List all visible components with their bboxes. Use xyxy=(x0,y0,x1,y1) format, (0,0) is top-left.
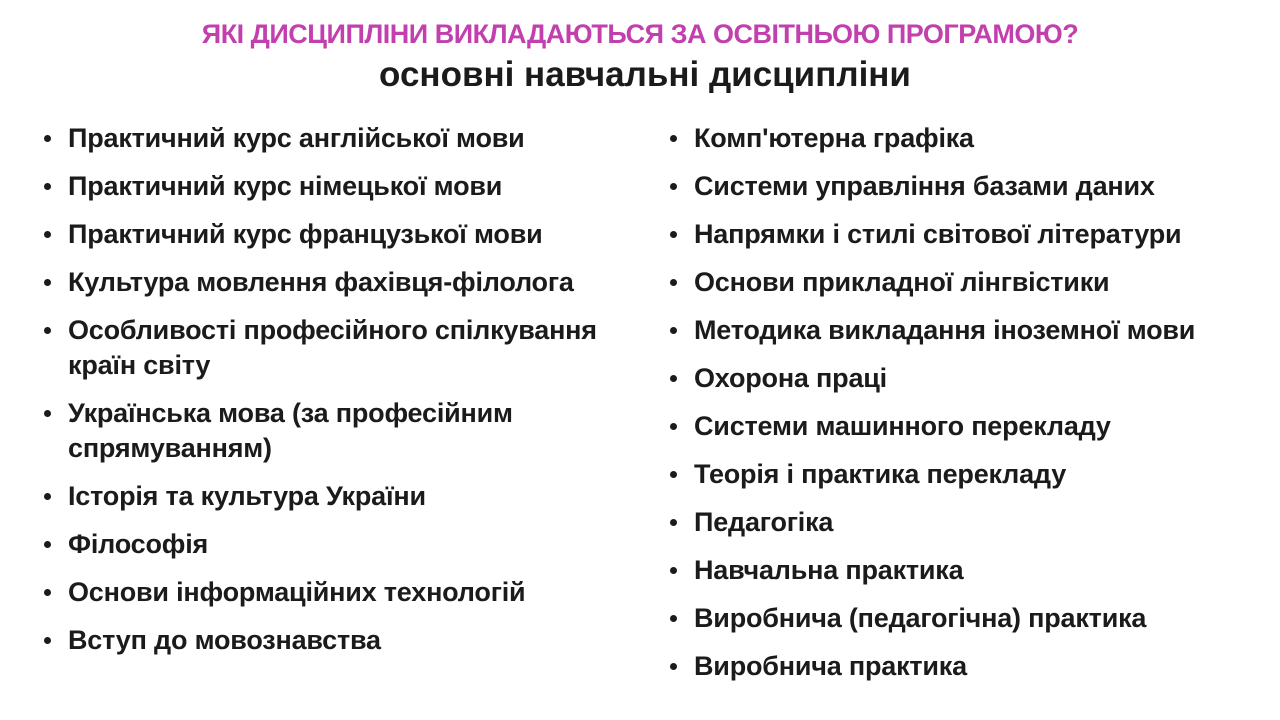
list-item xyxy=(40,575,640,610)
bullet-icon xyxy=(44,493,51,500)
list-item xyxy=(40,396,640,466)
bullet-icon xyxy=(670,327,677,334)
list-item xyxy=(666,601,1266,636)
bullet-icon xyxy=(44,279,51,286)
list-item-label: Системи машинного перекладу xyxy=(694,411,1111,441)
bullet-icon xyxy=(44,637,51,644)
bullet-icon xyxy=(670,471,677,478)
list-item xyxy=(666,505,1266,540)
list-item xyxy=(40,479,640,514)
list-item xyxy=(40,121,640,156)
list-item-label: Виробнича (педагогічна) практика xyxy=(694,603,1147,633)
list-item xyxy=(666,457,1266,492)
list-item-label: Практичний курс французької мови xyxy=(68,219,543,249)
bullet-icon xyxy=(44,589,51,596)
bullet-icon xyxy=(670,567,677,574)
list-item xyxy=(666,217,1266,252)
list-item-label: Методика викладання іноземної мови xyxy=(694,315,1196,345)
list-item-label: Вступ до мовознавства xyxy=(68,625,381,655)
bullet-icon xyxy=(44,231,51,238)
bullet-icon xyxy=(670,615,677,622)
page-subtitle: основні навчальні дисципліни xyxy=(379,55,911,94)
list-item-label: Системи управління базами даних xyxy=(694,171,1155,201)
bullet-icon xyxy=(44,327,51,334)
list-item xyxy=(40,169,640,204)
list-item-label: Особливості професійного спілкування країн світу xyxy=(68,315,597,380)
bullet-icon xyxy=(670,375,677,382)
list-item xyxy=(666,409,1266,444)
list-item-label: Теорія і практика перекладу xyxy=(694,459,1067,489)
list-item-label: Історія та культура України xyxy=(68,481,426,511)
bullet-icon xyxy=(670,231,677,238)
list-item-label: Навчальна практика xyxy=(694,555,964,585)
list-item-label: Філософія xyxy=(68,529,209,559)
list-item xyxy=(666,649,1266,684)
list-item xyxy=(40,623,640,658)
list-item-label: Виробнича практика xyxy=(694,651,967,681)
bullet-icon xyxy=(44,410,51,417)
list-item-label: Українська мова (за професійним спрямуванням) xyxy=(68,398,513,463)
list-item-label: Практичний курс англійської мови xyxy=(68,123,525,153)
list-item-label: Напрямки і стилі світової літератури xyxy=(694,219,1182,249)
list-item xyxy=(666,169,1266,204)
list-item xyxy=(40,313,640,383)
bullet-icon xyxy=(670,279,677,286)
list-item xyxy=(40,265,640,300)
bullet-icon xyxy=(670,183,677,190)
left-discipline-list xyxy=(40,121,640,671)
list-item xyxy=(666,265,1266,300)
bullet-icon xyxy=(44,135,51,142)
bullet-icon xyxy=(670,135,677,142)
list-item-label: Основи інформаційних технологій xyxy=(68,577,526,607)
list-item xyxy=(40,527,640,562)
bullet-icon xyxy=(670,663,677,670)
list-item xyxy=(666,361,1266,396)
page-title: ЯКІ ДИСЦИПЛІНИ ВИКЛАДАЮТЬСЯ ЗА ОСВІТНЬОЮ ПРОГРАМОЮ? xyxy=(201,19,1079,49)
list-item-label: Охорона праці xyxy=(694,363,887,393)
list-item xyxy=(666,313,1266,348)
right-discipline-list xyxy=(666,121,1266,697)
list-item-label: Основи прикладної лінгвістики xyxy=(694,267,1110,297)
list-item xyxy=(40,217,640,252)
list-item-label: Педагогіка xyxy=(694,507,834,537)
list-item-label: Практичний курс німецької мови xyxy=(68,171,503,201)
list-item xyxy=(666,121,1266,156)
list-item xyxy=(666,553,1266,588)
bullet-icon xyxy=(44,183,51,190)
list-item-label: Культура мовлення фахівця-філолога xyxy=(68,267,574,297)
bullet-icon xyxy=(670,519,677,526)
bullet-icon xyxy=(670,423,677,430)
bullet-icon xyxy=(44,541,51,548)
list-item-label: Комп'ютерна графіка xyxy=(694,123,974,153)
